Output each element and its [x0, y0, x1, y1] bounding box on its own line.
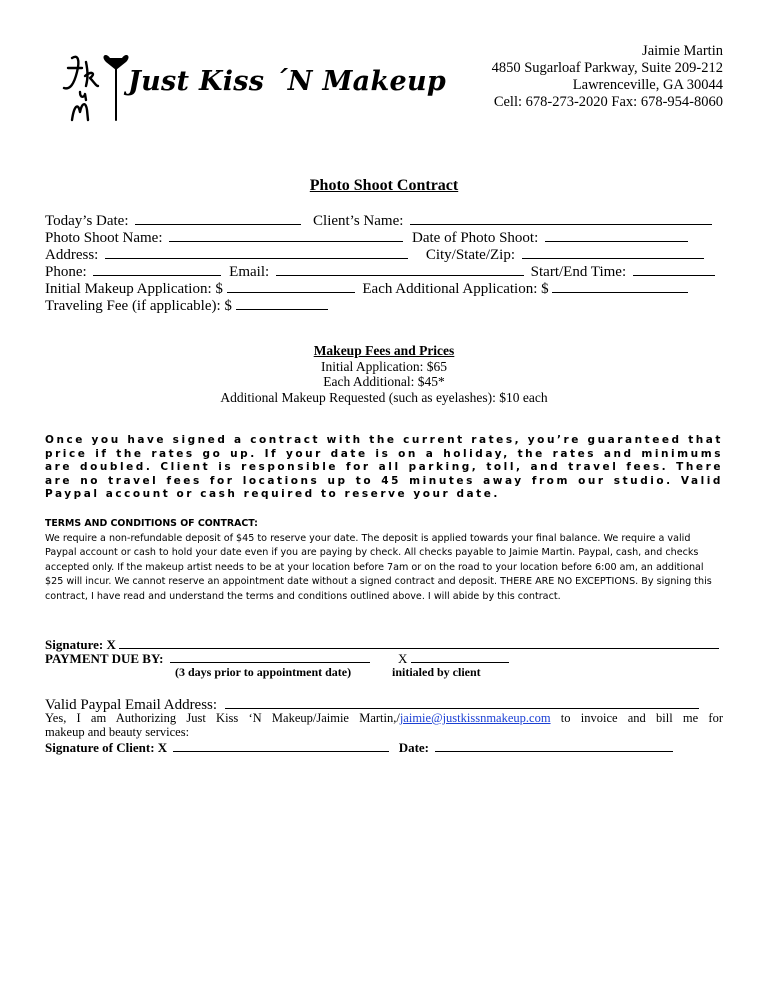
form-row-application [45, 279, 723, 296]
authorization-suffix: to invoice and bill me for [560, 711, 724, 725]
clients-name-field[interactable] [410, 211, 712, 225]
initialed-note: initialed by client [392, 665, 481, 679]
fees-section [0, 343, 768, 405]
each-additional-label: Each Additional Application: $ [362, 281, 549, 297]
contact-city: Lawrenceville, GA 30044 [572, 77, 723, 93]
address-label: Address: [45, 247, 99, 263]
terms-section [45, 517, 723, 604]
form-row-shoot [45, 228, 723, 245]
photo-shoot-name-field[interactable] [169, 228, 403, 242]
signature-label: Signature: X [45, 637, 116, 652]
city-state-zip-field[interactable] [522, 245, 704, 259]
address-field[interactable] [105, 245, 408, 259]
logo-text: Just Kiss ´N Makeup [128, 66, 447, 97]
email-field[interactable] [276, 262, 524, 276]
form-row-address [45, 245, 723, 262]
date-of-photo-shoot-label: Date of Photo Shoot: [412, 230, 539, 246]
days-prior-note: (3 days prior to appointment date) [175, 665, 352, 679]
traveling-fee-label: Traveling Fee (if applicable): $ [45, 298, 232, 314]
form-row-date-client [45, 211, 723, 228]
signature-field[interactable] [119, 637, 719, 649]
clients-name-label: Client’s Name: [313, 213, 404, 229]
authorization-line-2: makeup and beauty services: [45, 725, 190, 739]
each-additional-field[interactable] [552, 279, 688, 293]
date-of-photo-shoot-field[interactable] [545, 228, 688, 242]
contact-address: 4850 Sugarloaf Parkway, Suite 209-212 [491, 60, 723, 76]
form-row-contact [45, 262, 723, 279]
paypal-email-label: Valid Paypal Email Address: [45, 697, 218, 713]
fee-additional: Each Additional: $45* [323, 374, 445, 389]
client-signature-field[interactable] [173, 740, 389, 752]
city-state-zip-label: City/State/Zip: [425, 247, 515, 263]
date-label: Date: [398, 740, 430, 755]
start-end-time-field[interactable] [633, 262, 715, 276]
authorization-prefix: Yes, I am Authorizing Just Kiss ‘N Makeup/Jaimie Martin,/ [45, 711, 400, 725]
page-title: Photo Shoot Contract [309, 177, 459, 194]
payment-due-field[interactable] [170, 651, 370, 663]
email-label: Email: [229, 264, 270, 280]
fee-requested: Additional Makeup Requested (such as eyelashes): $10 each [220, 389, 548, 405]
fee-initial: Initial Application: $65 [321, 358, 447, 374]
date-field[interactable] [435, 740, 673, 752]
start-end-time-label: Start/End Time: [530, 264, 627, 280]
payment-row [45, 651, 723, 666]
signature-row [45, 637, 723, 652]
todays-date-field[interactable] [135, 211, 301, 225]
phone-field[interactable] [93, 262, 221, 276]
authorization-email-link[interactable]: jaimie@justkissnmakeup.com [399, 711, 551, 725]
initial-application-field[interactable] [227, 279, 355, 293]
client-signature-label: Signature of Client: X [45, 740, 168, 755]
contact-name: Jaimie Martin [642, 43, 723, 59]
phone-label: Phone: [45, 264, 87, 280]
photo-shoot-name-label: Photo Shoot Name: [45, 230, 163, 246]
client-signature-row [45, 740, 723, 755]
initial-application-label: Initial Makeup Application: $ [45, 281, 223, 297]
payment-due-label: PAYMENT DUE BY: [45, 651, 164, 666]
x-mark: X [397, 651, 408, 666]
heart-icon [103, 55, 128, 70]
paypal-email-field[interactable] [225, 695, 699, 709]
terms-heading: TERMS AND CONDITIONS OF CONTRACT: [45, 518, 258, 529]
rates-notice: Once you have signed a contract with the current rates, you’re guaranteed that price if the rates go up. If your date is on a holiday, the rates and minimums are doubled. Client is responsible for all parking, toll, and travel fees. There are no travel fees for locations up to 45 minutes away from our studio. Valid Paypal account or cash required to reserve your date. [45, 434, 723, 500]
terms-body: We require a non-refundable deposit of $45 to reserve your date. The deposit is applied towards your final balance. We require a valid Paypal account or cash to hold your date even if you are paying by check. All checks payable to Jaimie Martin. Paypal, cash, and checks accepted only. If the makeup artist needs to be at your location before 7am or on the road to your location before 6:00 am, an additional $25 will incur. We cannot reserve an appointment date without a signed contract and deposit. THERE ARE NO EXCEPTIONS. By signing this contract, I have read and understand the terms and conditions outlined above. I will abide by this contract. [45, 532, 712, 602]
initials-field[interactable] [411, 651, 509, 663]
form-row-travel [45, 296, 723, 313]
paypal-email-row [45, 695, 723, 712]
contact-phone: Cell: 678-273-2020 Fax: 678-954-8060 [493, 94, 723, 110]
traveling-fee-field[interactable] [236, 296, 328, 310]
contact-block [492, 43, 723, 111]
authorization-line [45, 711, 723, 725]
todays-date-label: Today’s Date: [45, 213, 129, 229]
fees-heading: Makeup Fees and Prices [313, 343, 455, 358]
